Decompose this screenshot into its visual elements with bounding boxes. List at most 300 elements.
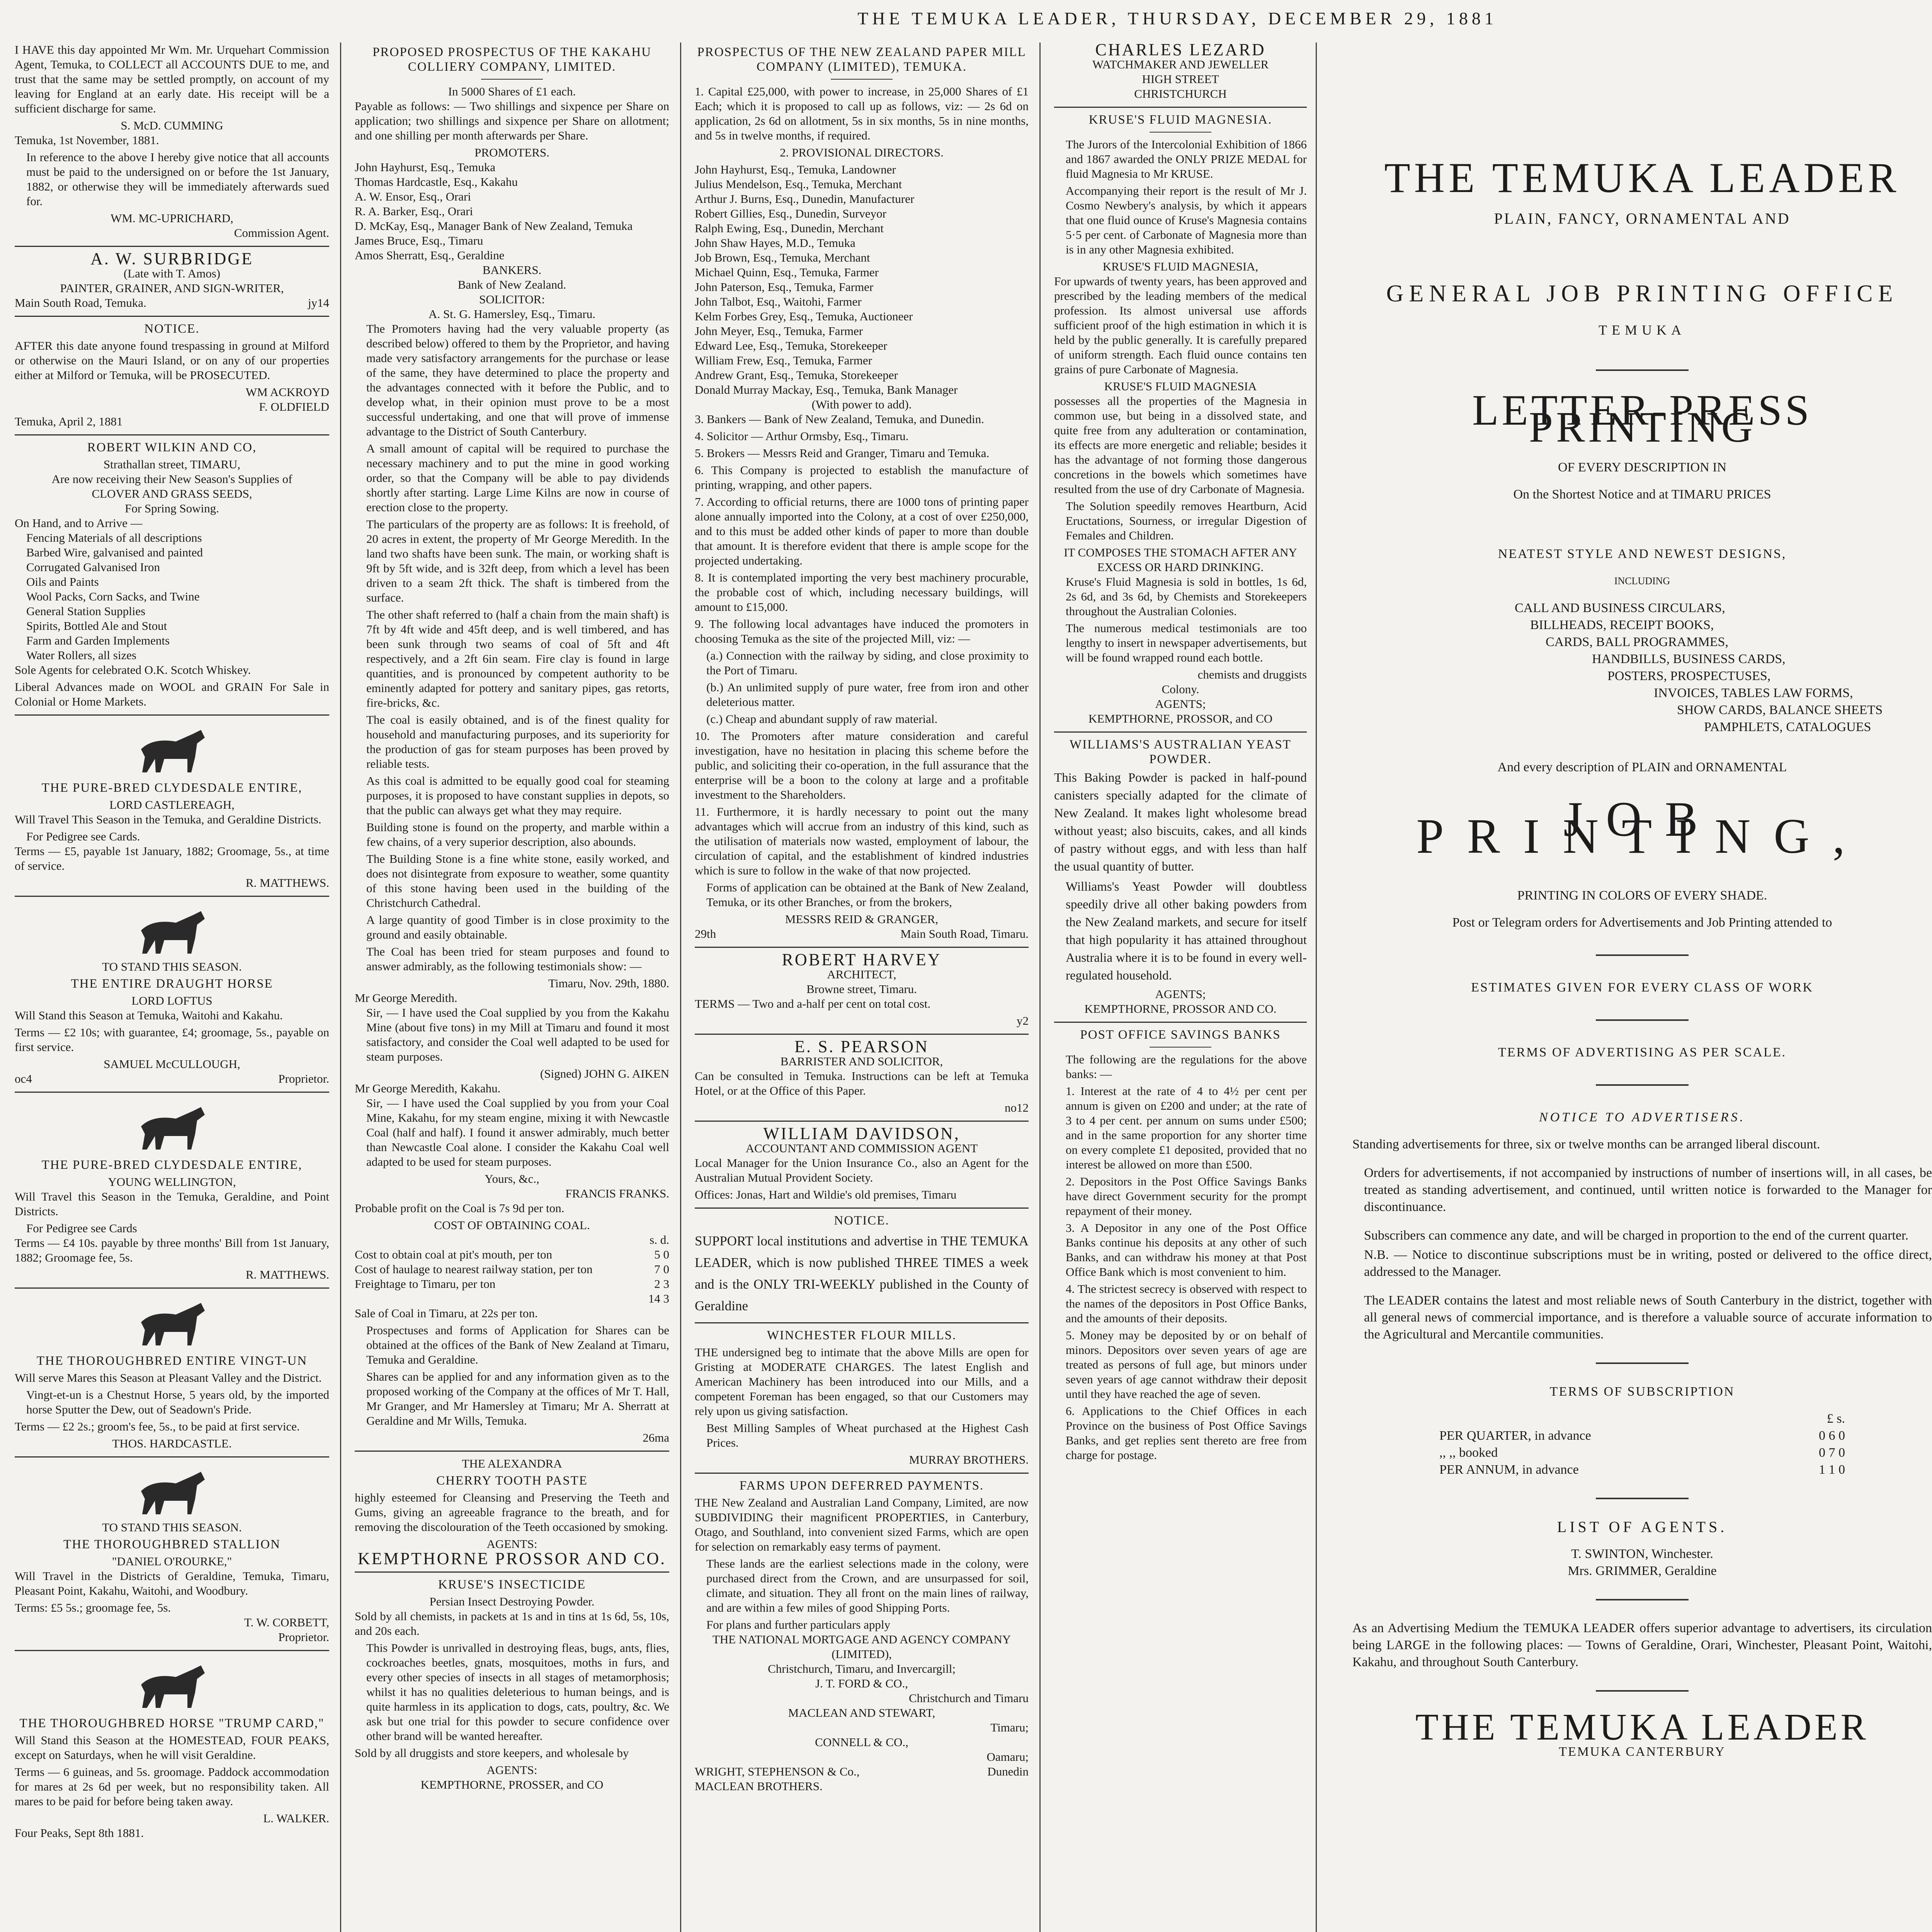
ad-profit: Probable profit on the Coal is 7s 9d per ton. bbox=[355, 1201, 565, 1215]
director: John Paterson, Esq., Temuka, Farmer bbox=[695, 280, 874, 294]
director: Ralph Ewing, Esq., Dunedin, Merchant bbox=[695, 221, 884, 235]
ad-power: (With power to add). bbox=[811, 398, 912, 411]
yeast-powder-ad bbox=[1054, 737, 1307, 1016]
subscription-label: ,, ,, booked bbox=[1439, 1446, 1498, 1460]
cumming-notice bbox=[15, 43, 329, 240]
ad-goods: CLOVER AND GRASS SEEDS, bbox=[92, 487, 252, 500]
ad-brokers: MESSRS REID & GRANGER, bbox=[785, 912, 939, 926]
ad-subhead: BANKERS. bbox=[482, 263, 542, 277]
director: Robert Gillies, Esq., Dunedin, Surveyor bbox=[695, 207, 886, 220]
ad-emphasis: IT COMPOSES THE STOMACH AFTER ANY EXCESS OR HARD DRINKING. bbox=[1064, 546, 1297, 574]
testimonial-to: Mr George Meredith. bbox=[355, 991, 457, 1005]
divider bbox=[15, 316, 329, 317]
kruse-insecticide-ad bbox=[355, 1577, 669, 1792]
ad-body: AFTER this date anyone found trespassing in ground at Milford or otherwise on the Mauri Island, or on any of our properties either at Milford or Temuka, will be PROSECUTED. bbox=[15, 339, 329, 382]
office-incl: INCLUDING bbox=[1614, 575, 1670, 587]
ad-headline: THE THOROUGHBRED ENTIRE VINGT-UN bbox=[36, 1354, 308, 1368]
ad-role: Commission Agent. bbox=[234, 226, 329, 240]
ad-forms: Forms of application can be obtained at the Bank of New Zealand, Temuka, or its other Branches, or from the brokers, bbox=[706, 881, 1029, 909]
ad-code: no12 bbox=[1005, 1101, 1029, 1114]
ad-hand: On Hand, and to Arrive — bbox=[15, 516, 143, 530]
notice-paragraph: Subscribers can commence any date, and will be charged in proportion to the end of the current quarter. bbox=[1364, 1228, 1908, 1243]
divider bbox=[15, 1456, 329, 1458]
testimonial-body: Sir, — I have used the Coal supplied by you from your Coal Mine, Kakahu, for my steam engine, mixing it with Newcastle Coal (half and half). I found it answer admirably, much better than Newcastle Coal alone. I consider the Kakahu Coal well adapted to be used for steam purposes. bbox=[366, 1096, 669, 1168]
agent-entry: Mrs. GRIMMER, Geraldine bbox=[1568, 1564, 1717, 1578]
divider bbox=[695, 1473, 1029, 1474]
ad-company: MACLEAN BROTHERS. bbox=[695, 1779, 823, 1793]
office-medium: As an Advertising Medium the TEMUKA LEADER offers superior advantage to advertisers, its circulation being LARGE in the following places: — Towns of Geraldine, Orari, Winchester, Pleasant Point, Waitohi, Kakahu, and throughout South Canterbury. bbox=[1352, 1621, 1932, 1669]
ad-subhead: KRUSE'S FLUID MAGNESIA bbox=[1104, 379, 1257, 393]
divider bbox=[15, 714, 329, 716]
testimonial-signature: FRANCIS FRANKS. bbox=[565, 1187, 669, 1200]
testimonial-date: Timaru, Nov. 29th, 1880. bbox=[548, 976, 669, 990]
office-neat: NEATEST STYLE AND NEWEST DESIGNS, bbox=[1498, 547, 1787, 561]
divider bbox=[831, 79, 893, 80]
prospectus-item: 6. This Company is projected to establish the manufacture of printing, wrapping, and other papers. bbox=[695, 463, 1029, 492]
ad-terms: Terms — £4 10s. payable by three months' Bill from 1st January, 1882; Groomage fee, 5s. bbox=[15, 1236, 329, 1264]
ad-city: CHRISTCHURCH bbox=[1134, 87, 1227, 100]
ad-headline: KRUSE'S INSECTICIDE bbox=[438, 1578, 586, 1592]
column-5-printing-office bbox=[1321, 43, 1932, 1932]
director: Andrew Grant, Esq., Temuka, Storekeeper bbox=[695, 368, 898, 382]
ad-terms: Terms — £2 10s; with guarantee, £4; groomage, 5s., payable on first service. bbox=[15, 1026, 329, 1054]
ad-terms: Terms — 6 guineas, and 5s. groomage. Paddock accommodation for mares at 2s 6d per week, but no responsibility taken. All mares to be paid for before being taken away. bbox=[15, 1765, 329, 1808]
ad-headline: THE ENTIRE DRAUGHT HORSE bbox=[71, 977, 273, 991]
ad-item: Spirits, Bottled Ale and Stout bbox=[26, 619, 167, 633]
service-item: BILLHEADS, RECEIPT BOOKS, bbox=[1530, 618, 1714, 632]
bank-rule: 3. A Depositor in any one of the Post Office Banks continue his deposits at any other of such Banks, and can withdraw his money at that Post Office Bank which is most convenient to him. bbox=[1066, 1221, 1307, 1279]
ad-body: Local Manager for the Union Insurance Co., also an Agent for the Australian Mutual Provident Society. bbox=[695, 1156, 1029, 1184]
ad-advances: Liberal Advances made on WOOL and GRAIN For Sale in Colonial or Home Markets. bbox=[15, 680, 329, 708]
ad-headline: KRUSE'S FLUID MAGNESIA. bbox=[1088, 113, 1272, 127]
ad-address: Browne street, Timaru. bbox=[806, 982, 917, 996]
ad-subline: (Late with T. Amos) bbox=[123, 267, 221, 280]
ad-body: Sold by all chemists, in packets at 1s and in tins at 1s 6d, 5s, 10s, and 20s each. bbox=[355, 1609, 669, 1638]
ad-pre: TO STAND THIS SEASON. bbox=[102, 960, 242, 973]
ad-bankers: Bank of New Zealand. bbox=[457, 278, 566, 291]
ad-item: Water Rollers, all sizes bbox=[26, 648, 137, 662]
testimonial-close: Yours, &c., bbox=[485, 1172, 539, 1185]
ad-date: Temuka, April 2, 1881 bbox=[15, 415, 123, 428]
notice-paragraph: The LEADER contains the latest and most reliable news of South Canterbury in the district, together with all general news of commercial importance, and is therefore a valuable source of accurate information to the Agricultural and Mercantile communities. bbox=[1364, 1293, 1932, 1342]
ad-signature: S. McD. CUMMING bbox=[121, 119, 223, 132]
lezard-ad bbox=[1054, 43, 1307, 101]
ad-code: y2 bbox=[1017, 1014, 1029, 1027]
bank-rule: 1. Interest at the rate of 4 to 4½ per cent per annum is given on £200 and under; at the rate of 3 to 4 per cent. per annum on sums under £500; and in the same proportion for any shorter time on every complete £1 deposited, provided that no interest be allowed on more than £500. bbox=[1066, 1084, 1307, 1171]
ad-body: SUPPORT local institutions and advertise in THE TEMUKA LEADER, which is now published THREE TIMES a week and is the ONLY TRI-WEEKLY published in the County of Geraldine bbox=[695, 1233, 1029, 1313]
ad-payable: Payable as follows: — Two shillings and sixpence per Share on application; two shillings and sixpence per Share on allotment; and one shilling per month afterwards per Share. bbox=[355, 99, 669, 142]
prospectus-item: 11. Furthermore, it is hardly necessary to point out the many advantages which will accrue from an industry of this kind, such as the utilisation of materials now wasted, employment of labour, the circulation of capital, and the establishment of kindred industries which is sure to follow in the wake of that now projected. bbox=[695, 805, 1029, 877]
ad-paragraph: A large quantity of good Timber is in close proximity to the ground and easily obtainable. bbox=[366, 913, 669, 941]
ad-office: Offices: Jonas, Hart and Wildie's old premises, Timaru bbox=[695, 1188, 957, 1201]
ad-body: Will Travel in the Districts of Geraldine, Temuka, Timaru, Pleasant Point, Kakahu, Waitohi, and Woodbury. bbox=[15, 1569, 329, 1597]
trespass-notice bbox=[15, 321, 329, 429]
ad-body: This Powder is unrivalled in destroying fleas, bugs, ants, flies, cockroaches beetles, gnats, mosquitoes, moths in furs, and every other species of insects in all stages of metamorphosis; whilst it has no qualities deleterious to human beings, and is quite harmless in its application to dogs, cats, poultry, &c. We ask but one trial for this powder to secure confidence over other brand will be wanted hereafter. bbox=[366, 1641, 669, 1743]
divider bbox=[1596, 369, 1689, 371]
ad-role: BARRISTER AND SOLICITOR, bbox=[780, 1054, 943, 1068]
divider bbox=[1596, 1084, 1689, 1086]
letter-press-heading: LETTER-PRESS PRINTING bbox=[1472, 386, 1813, 451]
ad-headline: NOTICE. bbox=[144, 322, 200, 336]
divider bbox=[15, 434, 329, 435]
ad-pre: THE ALEXANDRA bbox=[462, 1457, 562, 1470]
ad-headline: THE THOROUGHBRED HORSE "TRUMP CARD," bbox=[19, 1716, 325, 1730]
ad-body: Will Travel this Season in the Temuka, Geraldine, and Point Districts. bbox=[15, 1190, 329, 1218]
ad-address: Strathallan street, TIMARU, bbox=[103, 457, 241, 471]
subscription-table bbox=[1439, 1410, 1845, 1478]
promoter: D. McKay, Esq., Manager Bank of New Zealand, Temuka bbox=[355, 219, 633, 233]
divider bbox=[695, 1034, 1029, 1035]
prospectus-item: 3. Bankers — Bank of New Zealand, Temuka, and Dunedin. bbox=[695, 412, 984, 426]
column-2 bbox=[348, 43, 676, 1932]
director: William Frew, Esq., Temuka, Farmer bbox=[695, 354, 872, 367]
office-colors: PRINTING IN COLORS OF EVERY SHADE. bbox=[1517, 888, 1767, 903]
ad-company: MACLEAN AND STEWART, bbox=[788, 1706, 935, 1719]
ad-subline: Persian Insect Destroying Powder. bbox=[429, 1595, 595, 1608]
support-notice bbox=[695, 1213, 1029, 1317]
horse-ad-loftus bbox=[15, 901, 329, 1086]
flour-mills-ad bbox=[695, 1328, 1029, 1467]
ad-signature: WM. MC-UPRICHARD, bbox=[111, 211, 233, 225]
ad-body: Williams's Yeast Powder will doubtless speedily drive all other baking powders from the New Zealand markets, and secure for itself that high popularity it has attained throughout Australia where it is to be found in every well-regulated household. bbox=[1066, 880, 1307, 983]
director: John Meyer, Esq., Temuka, Farmer bbox=[695, 324, 863, 338]
testimonial-body: Sir, — I have used the Coal supplied by you from the Kakahu Mine (about five tons) in my Mill at Timaru and found it most satisfactory, and consider the Coal well adapted to be used for steam purposes. bbox=[366, 1006, 669, 1063]
cost-row bbox=[355, 1277, 669, 1291]
ad-body: Will Travel This Season in the Temuka, and Geraldine Districts. bbox=[15, 813, 321, 826]
horse-name: YOUNG WELLINGTON, bbox=[108, 1175, 236, 1189]
ad-item: Oils and Paints bbox=[26, 575, 99, 588]
agent-entry: T. SWINTON, Winchester. bbox=[1571, 1547, 1713, 1561]
farms-ad bbox=[695, 1478, 1029, 1794]
ad-item: Farm and Garden Implements bbox=[26, 634, 170, 647]
cost-row bbox=[355, 1291, 669, 1306]
subscription-value: 1 1 0 bbox=[1819, 1463, 1845, 1477]
cost-table-head: COST OF OBTAINING COAL. bbox=[434, 1218, 590, 1232]
prospectus-subitem: (c.) Cheap and abundant supply of raw material. bbox=[706, 712, 938, 726]
prospectus-item: 9. The following local advantages have induced the promoters in choosing Temuka as the site of the projected Mill, viz: — bbox=[695, 617, 1029, 645]
ad-goods-sub: For Spring Sowing. bbox=[125, 502, 219, 515]
director: John Hayhurst, Esq., Temuka, Landowner bbox=[695, 163, 896, 176]
ad-signature: WM ACKROYD bbox=[245, 385, 329, 399]
ad-paragraph: The other shaft referred to (half a chain from the main shaft) is 7ft by 4ft wide and 45ft deep, and is well timbered, and has been sunk through two seams of coal of 5ft and 4ft respectively, and a 2ft 6in seam. Fire clay is found in large quantities, and is pronounced by competent authority to be eminently adapted for pottery and sanitary pipes, gas retorts, fire-bricks, &c. bbox=[366, 608, 669, 709]
ad-agent: KEMPTHORNE PROSSOR AND CO. bbox=[357, 1549, 667, 1568]
wilkin-ad bbox=[15, 440, 329, 709]
ad-body: Can be consulted in Temuka. Instructions can be left at Temuka Hotel, or at the Office of this Paper. bbox=[695, 1069, 1029, 1097]
divider bbox=[15, 1287, 329, 1289]
ad-headline: THE PURE-BRED CLYDESDALE ENTIRE, bbox=[41, 1158, 303, 1172]
footer-title: THE TEMUKA LEADER bbox=[1415, 1706, 1869, 1748]
column-1 bbox=[8, 43, 336, 1932]
ad-headline: ROBERT WILKIN AND CO, bbox=[87, 440, 257, 454]
service-item: SHOW CARDS, BALANCE SHEETS bbox=[1677, 703, 1883, 717]
davidson-ad bbox=[695, 1126, 1029, 1202]
testimonial-to: Mr George Meredith, Kakahu. bbox=[355, 1082, 501, 1095]
subscription-value: 0 7 0 bbox=[1819, 1446, 1845, 1460]
office-notice: On the Shortest Notice and at TIMARU PRICES bbox=[1513, 487, 1771, 502]
horse-icon bbox=[15, 1293, 329, 1351]
ad-address: Dunedin bbox=[987, 1765, 1029, 1778]
horse-name: "DANIEL O'ROURKE," bbox=[112, 1554, 232, 1568]
subscription-value: 0 6 0 bbox=[1819, 1429, 1845, 1443]
promoter: James Bruce, Esq., Timaru bbox=[355, 234, 483, 247]
kakahu-colliery-prospectus bbox=[355, 45, 669, 1445]
divider bbox=[355, 1451, 669, 1452]
director: Donald Murray Mackay, Esq., Temuka, Bank Manager bbox=[695, 383, 958, 396]
prospectus-item: 2. PROVISIONAL DIRECTORS. bbox=[780, 146, 944, 159]
ad-agent: KEMPTHORNE, PROSSOR AND CO. bbox=[1084, 1002, 1277, 1015]
ad-code: 29th bbox=[695, 927, 716, 940]
column-rule bbox=[1316, 43, 1317, 1932]
ad-capital: In 5000 Shares of £1 each. bbox=[448, 85, 576, 98]
ad-subhead: KRUSE'S FLUID MAGNESIA, bbox=[1102, 260, 1259, 273]
ad-paragraph: Building stone is found on the property, and marble within a few chains, of a very superior description, also abounds. bbox=[366, 820, 669, 849]
horse-name: LORD CASTLEREAGH, bbox=[109, 798, 235, 811]
ad-paragraph: The coal is easily obtained, and is of the finest quality for household and manufacturing purposes, and its superiority for the production of gas for steam purposes has been proved by reliable tests. bbox=[366, 713, 669, 770]
ad-item: General Station Supplies bbox=[26, 604, 146, 618]
notice-advertisers-heading: NOTICE TO ADVERTISERS. bbox=[1539, 1110, 1746, 1124]
horse-ad-vingt-un bbox=[15, 1293, 329, 1451]
ad-company: WRIGHT, STEPHENSON & Co., bbox=[695, 1765, 860, 1778]
ad-address: Main South Road, Temuka. bbox=[15, 296, 146, 310]
horse-name: LORD LOFTUS bbox=[131, 994, 213, 1007]
service-item: PAMPHLETS, CATALOGUES bbox=[1704, 720, 1871, 734]
prospectus-item: 8. It is contemplated importing the very best machinery procurable, the probable cost of which, including necessary buildings, will amount to £15,000. bbox=[695, 571, 1029, 614]
divider bbox=[1150, 1047, 1211, 1048]
director: John Shaw Hayes, M.D., Temuka bbox=[695, 236, 855, 250]
service-list bbox=[1352, 600, 1932, 736]
ad-headline: NOTICE. bbox=[834, 1214, 889, 1228]
ad-headline: CHERRY TOOTH PASTE bbox=[436, 1474, 588, 1488]
ad-headline: PROSPECTUS OF THE NEW ZEALAND PAPER MILL COMPANY (LIMITED), TEMUKA. bbox=[697, 45, 1026, 74]
director: Arthur J. Burns, Esq., Dunedin, Manufacturer bbox=[695, 192, 915, 206]
ad-address: Oamaru; bbox=[986, 1750, 1029, 1764]
divider bbox=[355, 1571, 669, 1573]
savings-bank-ad bbox=[1054, 1027, 1307, 1463]
office-general: GENERAL JOB PRINTING OFFICE bbox=[1386, 281, 1898, 307]
service-item: INVOICES, TABLES LAW FORMS, bbox=[1654, 686, 1853, 700]
office-plain: And every description of PLAIN and ORNAMENTAL bbox=[1497, 760, 1787, 774]
ad-terms: Terms: £5 5s.; groomage fee, 5s. bbox=[15, 1601, 171, 1614]
prospectus-item: 5. Brokers — Messrs Reid and Granger, Timaru and Temuka. bbox=[695, 446, 990, 460]
cherry-tooth-paste-ad bbox=[355, 1456, 669, 1566]
ad-code: oc4 bbox=[15, 1072, 32, 1085]
ad-terms: Terms — £5, payable 1st January, 1882; Groomage, 5s., at time of service. bbox=[15, 844, 329, 872]
promoter: R. A. Barker, Esq., Orari bbox=[355, 204, 473, 218]
column-rule bbox=[1039, 43, 1041, 1932]
ad-date: Temuka, 1st November, 1881. bbox=[15, 133, 159, 147]
ad-agent: KEMPTHORNE, PROSSOR, and CO bbox=[1088, 712, 1273, 725]
ad-headline: POST OFFICE SAVINGS BANKS bbox=[1080, 1028, 1281, 1042]
office-subtitle: PLAIN, FANCY, ORNAMENTAL AND bbox=[1494, 210, 1791, 227]
bank-rule: 6. Applications to the Chief Offices in each Province on the business of Post Office Savings Banks, and get replies sent thereto are free from charge for postage. bbox=[1066, 1404, 1307, 1462]
ad-address: Christchurch and Timaru bbox=[909, 1691, 1029, 1705]
ad-signature: THOS. HARDCASTLE. bbox=[112, 1437, 232, 1450]
ad-body: Will Stand this Season at Temuka, Waitohi and Kakahu. bbox=[15, 1009, 283, 1022]
horse-ad-trump-card bbox=[15, 1656, 329, 1840]
ad-item: Barbed Wire, galvanised and painted bbox=[26, 546, 203, 559]
ad-body: For upwards of twenty years, has been approved and prescribed by the leading members of the medical profession. Its almost universal use affords sufficient proof of the high estimation in which it is held by the public generally. It is carefully prepared of uniform strength. Each fluid ounce contains ten grains of pure Carbonate of Magnesia. bbox=[1054, 274, 1307, 376]
subscription-unit: £ s. bbox=[1827, 1412, 1845, 1426]
ad-body: Colony. bbox=[1162, 682, 1199, 696]
horse-icon bbox=[15, 1656, 329, 1714]
cost-value: 14 3 bbox=[648, 1292, 669, 1305]
ad-paragraph: The Building Stone is a fine white stone, easily worked, and does not disintegrate from exposure to weather, some quantity of this stone having been used in the building of the Christchurch Cathedral. bbox=[366, 852, 669, 910]
notice-paragraph: Orders for advertisements, if not accompanied by instructions of number of insertions will, in all cases, be treated as standing advertisement, and continued, until written notice is forwarded to the Manager for discontinuance. bbox=[1364, 1166, 1932, 1214]
footer-subtitle: TEMUKA CANTERBURY bbox=[1559, 1745, 1726, 1759]
service-item: POSTERS, PROSPECTUSES, bbox=[1607, 669, 1771, 683]
ad-solicitor: A. St. G. Hamersley, Esq., Timaru. bbox=[429, 307, 595, 321]
promoter: Amos Sherratt, Esq., Geraldine bbox=[355, 248, 505, 262]
promoter: John Hayhurst, Esq., Temuka bbox=[355, 160, 496, 174]
ad-address: Main South Road, Timaru. bbox=[900, 927, 1029, 940]
ad-role: ACCOUNTANT AND COMMISSION AGENT bbox=[745, 1141, 978, 1155]
service-item: CALL AND BUSINESS CIRCULARS, bbox=[1515, 601, 1725, 615]
ad-sale: Sale of Coal in Timaru, at 22s per ton. bbox=[355, 1306, 538, 1320]
ad-agent: KEMPTHORNE, PROSSER, and CO bbox=[420, 1778, 604, 1791]
ad-detail: Vingt-et-un is a Chestnut Horse, 5 years old, by the imported horse Sputter the Dew, out of Seadown's Pride. bbox=[26, 1388, 329, 1416]
service-item: HANDBILLS, BUSINESS CARDS, bbox=[1592, 652, 1786, 666]
divider bbox=[695, 1322, 1029, 1323]
column-rule bbox=[340, 43, 341, 1932]
office-desc: OF EVERY DESCRIPTION IN bbox=[1558, 460, 1727, 474]
ad-body: The following are the regulations for the above banks: — bbox=[1066, 1053, 1307, 1081]
divider bbox=[15, 896, 329, 897]
ad-body: Will serve Mares this Season at Pleasant Valley and the District. bbox=[15, 1371, 322, 1384]
ad-code: jy14 bbox=[308, 296, 329, 310]
column-3 bbox=[688, 43, 1036, 1932]
promoter: Thomas Hardcastle, Esq., Kakahu bbox=[355, 175, 518, 189]
divider bbox=[695, 1208, 1029, 1209]
ad-headline: THE THOROUGHBRED STALLION bbox=[63, 1537, 281, 1551]
ad-headline: A. W. SURBRIDGE bbox=[90, 249, 253, 268]
ad-paragraph: Prospectuses and forms of Application for Shares can be obtained at the offices of the Bank of New Zealand at Timaru, Temuka and Geraldine. bbox=[366, 1323, 669, 1366]
horse-icon bbox=[15, 1097, 329, 1155]
divider bbox=[1596, 1599, 1689, 1600]
column-4 bbox=[1047, 43, 1314, 1932]
prospectus-subitem: (b.) An unlimited supply of pure water, free from iron and other deleterious matter. bbox=[706, 680, 1029, 709]
ad-paragraph: The Coal has been tried for steam purposes and found to answer admirably, as the following testimonials show: — bbox=[366, 945, 669, 973]
ad-subhead: AGENTS: bbox=[486, 1537, 537, 1551]
prospectus-subitem: (a.) Connection with the railway by siding, and close proximity to the Port of Timaru. bbox=[706, 649, 1029, 677]
ad-body: This Baking Powder is packed in half-pound canisters specially adapted for the climate of New Zealand. It makes light wholesome bread without yeast; also biscuits, cakes, and all kinds of pastry without eggs, and with less than half the usual quantity of butter. bbox=[1054, 771, 1307, 874]
divider bbox=[695, 947, 1029, 948]
ad-code: 26ma bbox=[643, 1431, 669, 1444]
ad-signature: MURRAY BROTHERS. bbox=[909, 1453, 1029, 1466]
horse-ad-castlereagh bbox=[15, 720, 329, 890]
prospectus-item: 4. Solicitor — Arthur Ormsby, Esq., Timaru. bbox=[695, 429, 909, 443]
horse-ad-orourke bbox=[15, 1462, 329, 1645]
cost-label: Freightage to Timaru, per ton bbox=[355, 1277, 496, 1291]
ad-body: The Jurors of the Intercolonial Exhibition of 1866 and 1867 awarded the ONLY PRIZE MEDAL for fluid Magnesia to Mr KRUSE. bbox=[1066, 138, 1307, 180]
ad-headline: WILLIAM DAVIDSON, bbox=[763, 1124, 960, 1143]
ad-item: Wool Packs, Corn Sacks, and Twine bbox=[26, 590, 200, 603]
ad-role: ARCHITECT, bbox=[827, 968, 896, 981]
ad-signature: R. MATTHEWS. bbox=[245, 876, 329, 889]
ad-subhead: SOLICITOR: bbox=[479, 293, 545, 306]
ad-body: These lands are the earliest selections made in the colony, were purchased direct from the Crown, and are unsurpassed for soil, climate, and situation. They all front on the main lines of railway, and are within a few miles of good Shipping Ports. bbox=[706, 1557, 1029, 1614]
divider bbox=[1054, 731, 1307, 733]
subscription-label: PER QUARTER, in advance bbox=[1439, 1429, 1591, 1443]
testimonial-signature: (Signed) JOHN G. AIKEN bbox=[540, 1067, 669, 1080]
column-rule bbox=[680, 43, 681, 1932]
horse-icon bbox=[15, 1462, 329, 1520]
ad-body: THE undersigned beg to intimate that the above Mills are open for Gristing at MODERATE CHARGES. The latest English and American Machinery has been introduced into our Mills, and a competent Foreman has been engaged, so that our Customers may rely upon us giving satisfaction. bbox=[695, 1345, 1029, 1418]
promoter: A. W. Ensor, Esq., Orari bbox=[355, 190, 471, 203]
prospectus-item: 1. Capital £25,000, with power to increase, in 25,000 Shares of £1 Each; which it is proposed to call up as follows, viz: — 2s 6d on application, 2s 6d on allotment, 5s in six months, 5s in nine months, and 5s in twelve months, if required. bbox=[695, 85, 1029, 142]
cost-value: 7 0 bbox=[654, 1262, 669, 1276]
ad-pre: TO STAND THIS SEASON. bbox=[102, 1520, 242, 1534]
director: Edward Lee, Esq., Temuka, Storekeeper bbox=[695, 339, 888, 352]
ad-headline: ROBERT HARVEY bbox=[782, 950, 942, 969]
ad-paragraph: Shares can be applied for and any information given as to the proposed working of the Company at the offices of Mr T. Hall, Mr Granger, and Mr Hamersley at Timaru; Mr A. Sherratt at Geraldine and Mr Wills, Temuka. bbox=[366, 1370, 669, 1427]
ad-headline: FARMS UPON DEFERRED PAYMENTS. bbox=[739, 1479, 984, 1493]
ad-headline: THE PURE-BRED CLYDESDALE ENTIRE, bbox=[41, 781, 303, 795]
ad-signature: SAMUEL McCULLOUGH, bbox=[104, 1057, 240, 1071]
ad-paragraph: A small amount of capital will be required to purchase the necessary machinery and to put the mine in good working order, so that the Company will be able to pay dividends shortly after starting. Large Lime Kilns are now in course of erection close to the property. bbox=[366, 442, 669, 514]
office-place: TEMUKA bbox=[1599, 322, 1686, 338]
ad-headline: WINCHESTER FLOUR MILLS. bbox=[767, 1328, 957, 1342]
bank-rule: 2. Depositors in the Post Office Savings Banks have direct Government security for the prompt repayment of their money. bbox=[1066, 1175, 1307, 1218]
ad-company: J. T. FORD & CO., bbox=[815, 1677, 908, 1690]
divider bbox=[1596, 1498, 1689, 1499]
ad-body: I HAVE this day appointed Mr Wm. Mr. Urquehart Commission Agent, Temuka, to COLLECT all ACCOUNTS DUE to me, and trust that the same may be settled promptly, on account of my leaving for England at an early date. His receipt will be a sufficient discharge for same. bbox=[15, 43, 329, 115]
ad-company: CONNELL & CO., bbox=[815, 1735, 908, 1749]
ad-body: Are now receiving their New Season's Supplies of bbox=[51, 472, 293, 486]
office-estimates: ESTIMATES GIVEN FOR EVERY CLASS OF WORK bbox=[1471, 980, 1813, 995]
agents-heading: LIST OF AGENTS. bbox=[1557, 1518, 1728, 1536]
ad-headline: PROPOSED PROSPECTUS OF THE KAKAHU COLLIERY COMPANY, LIMITED. bbox=[372, 45, 651, 74]
harvey-ad bbox=[695, 952, 1029, 1028]
pearson-ad bbox=[695, 1039, 1029, 1115]
ad-headline: E. S. PEARSON bbox=[794, 1037, 929, 1056]
office-terms-advertising: TERMS OF ADVERTISING AS PER SCALE. bbox=[1498, 1045, 1787, 1060]
masthead: THE TEMUKA LEADER, THURSDAY, DECEMBER 29, 1881 bbox=[857, 9, 1497, 28]
ad-body: Best Milling Samples of Wheat purchased at the Highest Cash Prices. bbox=[706, 1421, 1029, 1449]
ad-agents: Sole Agents for celebrated O.K. Scotch Whiskey. bbox=[15, 663, 251, 677]
director: Job Brown, Esq., Temuka, Merchant bbox=[695, 251, 870, 264]
ad-subhead: AGENTS; bbox=[1155, 697, 1206, 711]
ad-signature: R. MATTHEWS. bbox=[245, 1268, 329, 1281]
divider bbox=[1596, 954, 1689, 956]
service-item: CARDS, BALL PROGRAMMES, bbox=[1546, 635, 1728, 649]
cost-value: 2 3 bbox=[654, 1277, 669, 1291]
ad-body: highly esteemed for Cleansing and Preserving the Teeth and Gums, giving an agreeable fragrance to the breath, and for removing the discolouration of the Teeth occasioned by smoking. bbox=[355, 1491, 669, 1534]
ad-pedigree: For Pedigree see Cards bbox=[26, 1221, 137, 1235]
ad-pedigree: For Pedigree see Cards. bbox=[26, 830, 140, 843]
divider bbox=[1596, 1362, 1689, 1364]
horse-icon bbox=[15, 720, 329, 778]
horse-ad-wellington bbox=[15, 1097, 329, 1282]
cost-label: Cost of haulage to nearest railway station, per ton bbox=[355, 1262, 593, 1276]
ad-company: THE NATIONAL MORTGAGE AND AGENCY COMPANY (LIMITED), bbox=[712, 1633, 1011, 1661]
divider bbox=[481, 79, 543, 80]
ad-terms: TERMS — Two and a-half per cent on total cost. bbox=[695, 997, 931, 1010]
ad-subhead: AGENTS: bbox=[486, 1763, 537, 1777]
ad-address: HIGH STREET bbox=[1142, 72, 1219, 86]
ad-address: Timaru; bbox=[990, 1721, 1029, 1734]
director: John Talbot, Esq., Waitohi, Farmer bbox=[695, 295, 862, 308]
cost-label: Cost to obtain coal at pit's mouth, per ton bbox=[355, 1248, 553, 1261]
ad-role: WATCHMAKER AND JEWELLER bbox=[1092, 58, 1269, 71]
ad-body: possesses all the properties of the Magnesia in common use, but being in a dissolved state, and quite free from any adulteration or contamination, its effects are more energetic and reliable; besides it has the advantage of not forming those dangerous concretions in the bowels which sometimes have resulted from the use of dry Carbonate of Magnesia. bbox=[1054, 394, 1307, 496]
cost-row bbox=[355, 1247, 669, 1262]
ad-signature: T. W. CORBETT, bbox=[244, 1616, 329, 1629]
ad-item: Corrugated Galvanised Iron bbox=[26, 560, 160, 574]
ad-role: Proprietor. bbox=[278, 1072, 329, 1085]
ad-date: Four Peaks, Sept 8th 1881. bbox=[15, 1826, 144, 1840]
ad-body: Kruse's Fluid Magnesia is sold in bottles, 1s 6d, 2s 6d, and 3s 6d, by Chemists and Storekeepers throughout the Australian Colonies. bbox=[1066, 575, 1307, 618]
subscription-heading: TERMS OF SUBSCRIPTION bbox=[1549, 1384, 1735, 1399]
